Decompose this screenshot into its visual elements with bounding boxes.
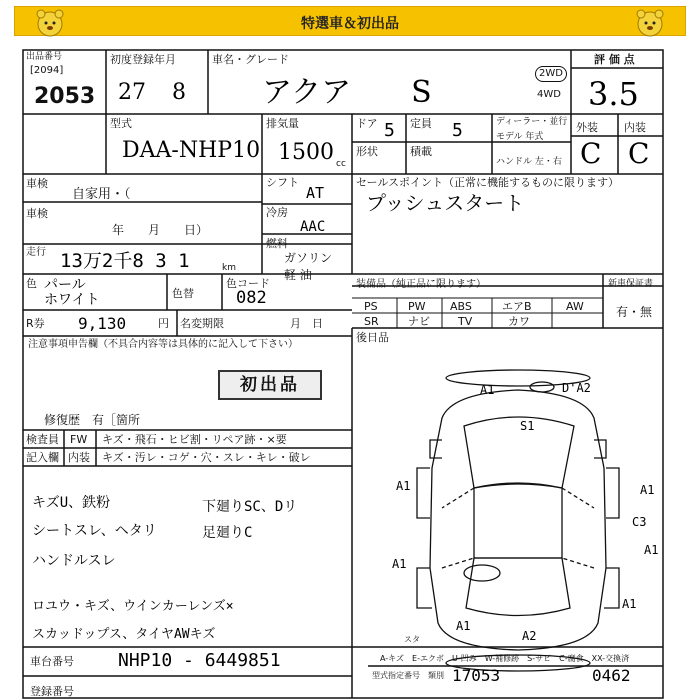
doors-value: 5 (384, 120, 395, 141)
reg-year: 27 (118, 80, 146, 105)
interior-items: キズ・汚レ・コゲ・穴・スレ・キレ・破レ (102, 451, 311, 464)
shift-value: AT (306, 184, 325, 202)
capacity-value: 5 (452, 120, 463, 141)
damage-mark: A1 (640, 483, 655, 497)
class-number: 0462 (592, 666, 631, 685)
fw-items: キズ・飛石・ヒビ割・リペア跡・×要 (102, 433, 287, 446)
recycle-label: R券 (26, 317, 45, 330)
note-left: キズU、鉄粉 (32, 495, 111, 511)
title-deadline-label: 名変期限 (180, 317, 224, 330)
exterior-label: 外装 (576, 121, 598, 134)
chassis-number: NHP10 - 6449851 (118, 650, 281, 671)
score-label: 評 価 点 (594, 53, 635, 66)
fuel-label: 燃料 (266, 237, 288, 250)
damage-mark: A1 (480, 383, 495, 397)
equip-pw: PW (408, 300, 426, 313)
damage-mark: A1 (622, 597, 637, 611)
equip-abs: ABS (450, 300, 472, 313)
reg-number-label: 登録番号 (30, 685, 74, 698)
reg-month: 8 (172, 80, 186, 105)
warranty-value: 有・無 (616, 305, 653, 319)
interior-grade: C (628, 137, 650, 170)
mileage-value: 13万2千8 3 1 (60, 250, 190, 272)
repair-history-label: 修復歴 有［箇所 (44, 413, 141, 427)
displacement-value: 1500 (278, 140, 334, 165)
inspection-date: 年 月 日） (112, 223, 209, 237)
load-label: 積載 (410, 145, 432, 158)
yen-unit: 円 (158, 317, 169, 330)
note-left: スカッドップス、タイヤAWキズ (32, 627, 216, 642)
remarks-label: 注意事項申告欄（不具合内容等は具体的に記入して下さい） (28, 339, 298, 350)
damage-mark: A2 (522, 629, 537, 643)
shape-label: 形状 (356, 145, 378, 158)
recycle-value: 9,130 (78, 314, 127, 333)
first-reg-label: 初度登録年月 (110, 53, 176, 66)
record-label: 記入欄 (26, 451, 59, 464)
note-right: 足廻りC (202, 525, 253, 541)
color-change-label: 色替 (172, 287, 194, 300)
lot-number: 2053 (34, 84, 96, 109)
shift-label: シフト (266, 176, 299, 189)
inspection-use: 自家用・（ (72, 187, 131, 202)
equip-ps: PS (364, 300, 378, 313)
equip-navi: ナビ (408, 315, 430, 328)
diagram-note: スタ (404, 635, 420, 644)
warranty-label: 新車保証書 (608, 279, 654, 289)
damage-mark: A1 (396, 479, 411, 493)
rear-seat-label: 後日品 (356, 331, 389, 344)
chassis-label: 車台番号 (30, 655, 74, 668)
spec-legend: 型式指定番号 類別 (372, 671, 444, 680)
note-left: ロユウ・キズ、ウインカーレンズ× (32, 599, 234, 614)
sales-point-value: プッシュスタート (366, 191, 525, 215)
mascot-icon (633, 8, 667, 38)
score-value: 3.5 (588, 75, 639, 113)
mileage-label: 走行 (26, 247, 46, 258)
damage-mark: D'A2 (562, 381, 591, 395)
interior-row-label: 内装 (68, 451, 90, 464)
note-left: シートスレ、ヘタリ (32, 523, 157, 539)
damage-mark: C3 (632, 515, 647, 529)
equip-sr: SR (364, 315, 379, 328)
note-left: ハンドルスレ (32, 553, 116, 569)
drive-4wd: 4WD (537, 89, 561, 100)
banner-title: 特選車＆初出品 (301, 16, 399, 32)
exhibit-label: 出品番号 (26, 52, 63, 62)
km-unit: km (222, 263, 236, 273)
inspection-label-2: 車検 (26, 207, 48, 220)
equipment-label: 装備品（純正品に限ります） (356, 279, 486, 290)
spec-number: 17053 (452, 666, 501, 685)
sales-points-label: セールスポイント（正常に機能するものに限ります） (356, 176, 620, 189)
name-grade-label: 車名・グレード (212, 53, 289, 66)
car-diagram (417, 370, 619, 671)
model-value: DAA-NHP10 (122, 138, 261, 163)
inspection-label: 車検 (26, 177, 48, 190)
exterior-grade: C (580, 137, 602, 170)
fw-label: FW (70, 433, 88, 446)
color-code-value: 082 (236, 288, 267, 308)
aircon-label: 冷房 (266, 206, 288, 219)
equip-leather: カワ (508, 315, 530, 328)
damage-mark: A1 (392, 557, 407, 571)
cc-unit: cc (336, 159, 346, 169)
color-code-label: 色コード (226, 277, 270, 290)
damage-mark: S1 (520, 419, 535, 433)
damage-mark: A1 (456, 619, 471, 633)
capacity-label: 定員 (410, 117, 432, 130)
drive-2wd: 2WD (535, 66, 567, 82)
first-listing-stamp: 初出品 (218, 370, 322, 400)
equip-aw: AW (566, 300, 584, 313)
aircon-value: AAC (300, 219, 326, 235)
model-year-label: モデル 年式 (496, 132, 544, 142)
equip-airbag: エアB (502, 300, 532, 313)
month-day-label: 月 日 (290, 317, 323, 330)
inspector-label: 検査員 (26, 433, 59, 446)
fuel-options: ガソリン 軽 油 (284, 251, 333, 282)
doors-label: ドア (356, 117, 378, 130)
header-note: [2094] (30, 65, 64, 76)
color-label: 色 (26, 277, 37, 290)
dealer-label: ディーラー・並行 (496, 117, 568, 127)
equip-tv: TV (458, 315, 473, 328)
car-name: アクア S (262, 75, 432, 110)
displacement-label: 排気量 (266, 117, 299, 130)
interior-label: 内装 (624, 121, 646, 134)
header-banner (14, 6, 686, 36)
auction-sheet (22, 48, 664, 700)
color-value: パール ホワイト (44, 277, 100, 309)
model-label: 型式 (110, 117, 132, 130)
note-right: 下廻りSC、Dリ (202, 499, 298, 515)
damage-legend: A-キズ E-エクボ U-凹み W-補修跡 S-サビ C-腐食 XX-交換済 (380, 654, 630, 663)
damage-mark: A1 (644, 543, 659, 557)
handle-label: ハンドル 左・右 (496, 157, 562, 167)
